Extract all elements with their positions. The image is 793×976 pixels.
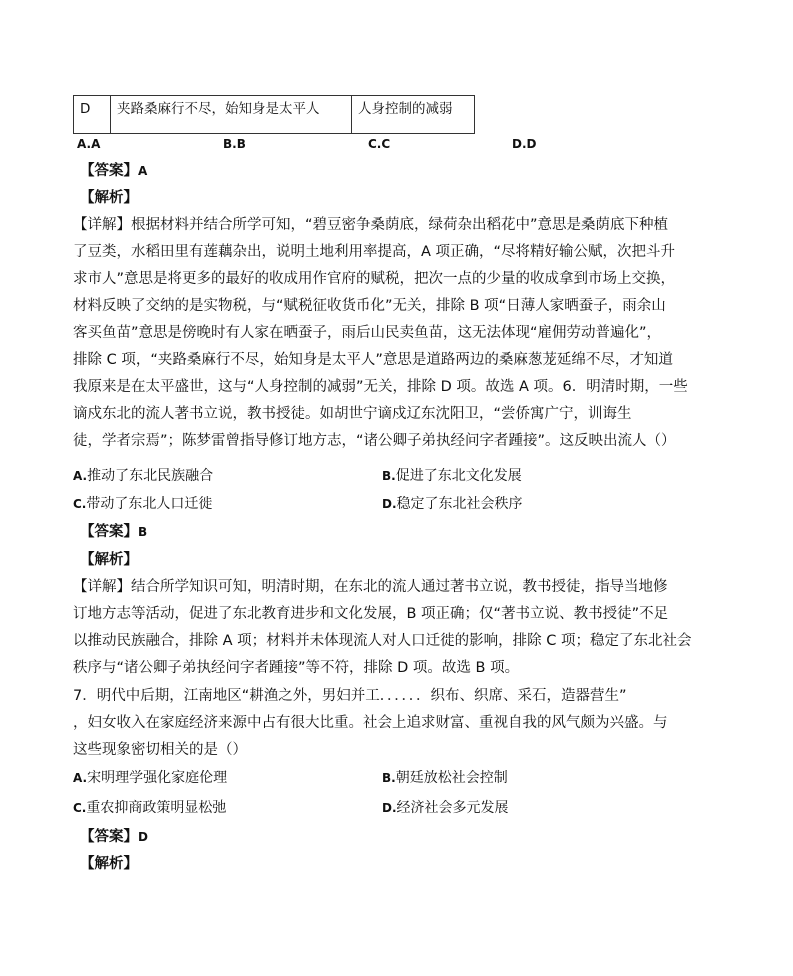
- q5-detail-line: 求市人”意思是将更多的最好的收成用作官府的赋税，把次一点的少量的收成拿到市场上交换，: [73, 271, 676, 287]
- q5-answer: 【答案】A: [80, 163, 148, 179]
- q6-option-d: D.稳定了东北社会秩序: [382, 496, 523, 512]
- q6-option-c: C.带动了东北人口迁徙: [73, 496, 213, 512]
- q6-analysis-label: 【解析】: [80, 552, 138, 568]
- q7-stem-line: 7．明代中后期，江南地区“耕渔之外，男妇并工．．．．．．织布、织席、采石，造器营生”: [73, 688, 627, 704]
- q5-option-d: D.D: [512, 137, 537, 151]
- q5-option-a: A.A: [77, 137, 101, 151]
- q5-detail-line: 了豆类，水稻田里有莲藕杂出，说明土地利用率提高，A 项正确，“尽将精好输公赋，次把斗升: [73, 244, 676, 260]
- q7-analysis-label: 【解析】: [80, 856, 138, 872]
- table-row: [74, 96, 475, 134]
- q6-detail-line: 以推动民族融合，排除 A 项；材料并未体现流人对人口迁徙的影响，排除 C 项；稳定了东北社会: [73, 633, 692, 649]
- q7-option-c: C.重农抑商政策明显松弛: [73, 800, 227, 816]
- q7-answer: 【答案】D: [80, 829, 148, 845]
- q7-stem-line: 这些现象密切相关的是（）: [73, 742, 247, 758]
- q6-stem-line: 谪戍东北的流人著书立说，教书授徒。如胡世宁谪戍辽东沈阳卫，“尝侨寓广宁，训诲生: [73, 406, 632, 422]
- table-cell-meaning: 人身控制的减弱: [352, 96, 475, 134]
- q5-detail-line: 【详解】根据材料并结合所学可知，“碧豆密争桑荫底，绿荷杂出稻花中”意思是桑荫底下种植: [73, 217, 669, 233]
- q7-option-b: B.朝廷放松社会控制: [382, 770, 508, 786]
- q7-option-a: A.宋明理学强化家庭伦理: [73, 770, 228, 786]
- q5-detail-line: 客买鱼苗”意思是傍晚时有人家在晒蚕子，雨后山民卖鱼苗，这无法体现“雇佣劳动普遍化”，: [73, 325, 662, 341]
- table-cell-poem: 夹路桑麻行不尽，始知身是太平人: [111, 96, 352, 134]
- q6-answer: 【答案】B: [80, 524, 148, 540]
- q6-detail-line: 【详解】结合所学知识可知，明清时期，在东北的流人通过著书立说，教书授徒，指导当地修: [73, 579, 668, 595]
- q5-option-c: C.C: [368, 137, 391, 151]
- q6-detail-line: 订地方志等活动，促进了东北教育进步和文化发展，B 项正确；仅“著书立说、教书授徒”不足: [73, 606, 669, 622]
- q5-detail-line: 我原来是在太平盛世，这与“人身控制的减弱”无关，排除 D 项。故选 A 项。6．明清时期，一些: [73, 379, 688, 395]
- q5-option-b: B.B: [223, 137, 246, 151]
- q5-detail-line: 材料反映了交纳的是实物税，与“赋税征收货币化”无关，排除 B 项“日薄人家晒蚕子，雨余山: [73, 298, 666, 314]
- table-cell-letter: D: [74, 96, 111, 134]
- q6-stem-line: 徒，学者宗焉”；陈梦雷曾指导修订地方志，“诸公卿子弟执经问字者踵接”。这反映出流人（）: [73, 433, 676, 449]
- q5-detail-line: 排除 C 项，“夹路桑麻行不尽，始知身是太平人”意思是道路两边的桑麻葱茏延绵不尽，才知道: [73, 352, 673, 368]
- q7-stem-line: ，妇女收入在家庭经济来源中占有很大比重。社会上追求财富、重视自我的风气颇为兴盛。与: [73, 715, 668, 731]
- q5-analysis-label: 【解析】: [80, 190, 138, 206]
- q7-option-d: D.经济社会多元发展: [382, 800, 509, 816]
- q6-option-b: B.促进了东北文化发展: [382, 468, 522, 484]
- q6-option-a: A.推动了东北民族融合: [73, 468, 214, 484]
- option-table: [73, 95, 475, 134]
- q6-detail-line: 秩序与“诸公卿子弟执经问字者踵接”等不符，排除 D 项。故选 B 项。: [73, 660, 520, 676]
